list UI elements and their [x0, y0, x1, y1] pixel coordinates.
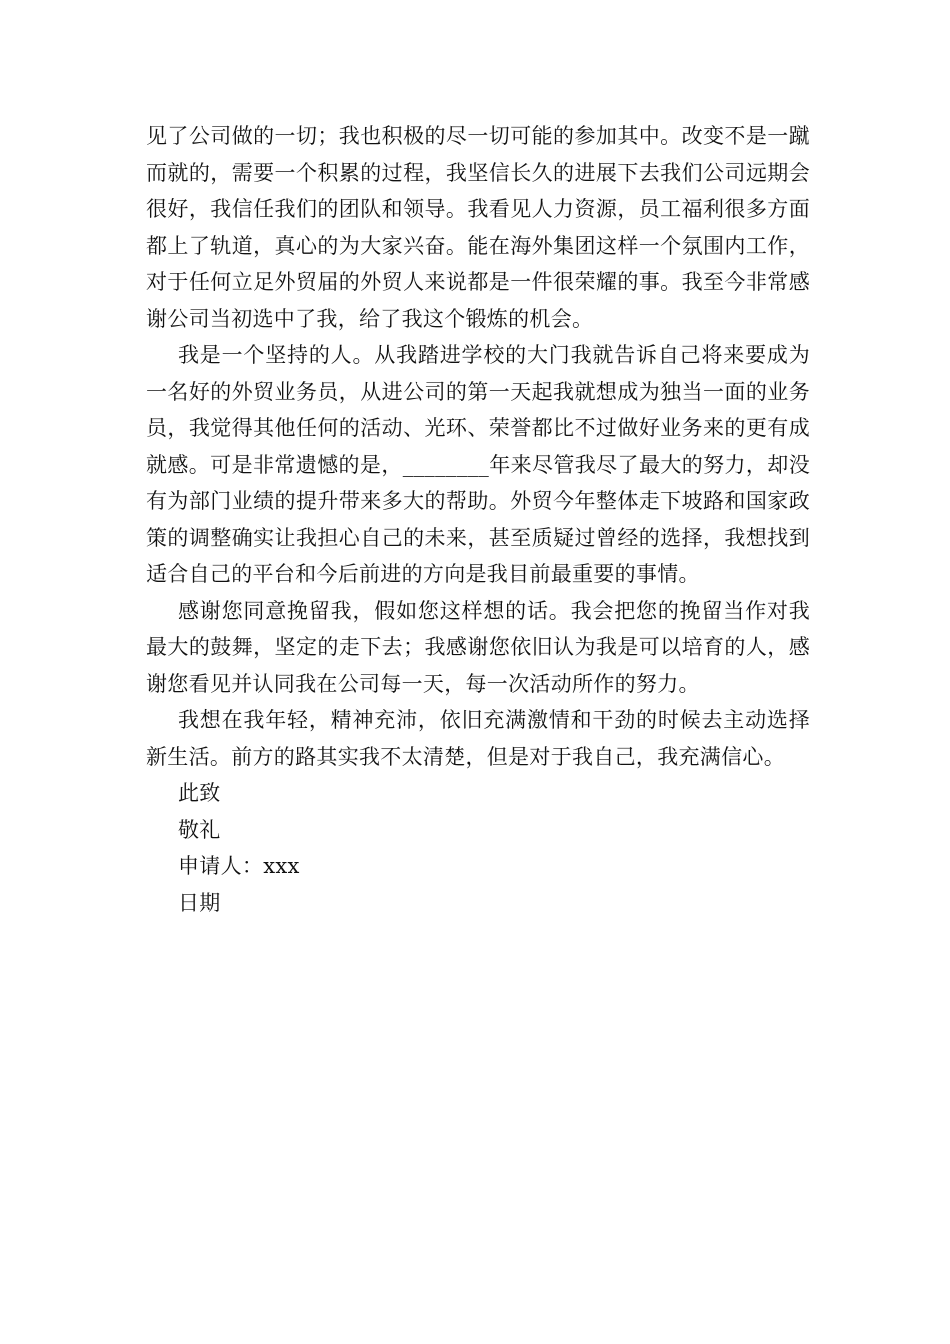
- date-line: 日期: [178, 890, 221, 915]
- applicant-signature: 申请人：xxx: [178, 854, 300, 878]
- closing-regards: 敬礼: [178, 817, 221, 842]
- paragraph-continuation: 见了公司做的一切；我也积极的尽一切可能的参加其中。改变不是一蹴而就的，需要一个积累的过程，我坚信长久的进展下去我们公司远期会很好，我信任我们的团队和领导。我看见人力资源，员工福利很多方面都上了轨道，真心的为大家兴奋。能在海外集团这样一个氛围内工作，对于任何立足外贸届的外贸人来说都是一件很荣耀的事。我至今非常感谢公司当初选中了我，给了我这个锻炼的机会。: [146, 124, 810, 331]
- paragraph-gratitude: 感谢您同意挽留我，假如您这样想的话。我会把您的挽留当作对我最大的鼓舞，坚定的走下去；我感谢您依旧认为我是可以培育的人，感谢您看见并认同我在公司每一天，每一次活动所作的努力。: [146, 598, 810, 696]
- paragraph-new-life: 我想在我年轻，精神充沛，依旧充满激情和干劲的时候去主动选择新生活。前方的路其实我不太清楚，但是对于我自己，我充满信心。: [146, 708, 810, 769]
- letter-body: [146, 118, 810, 921]
- closing-salutation: 此致: [178, 781, 221, 805]
- paragraph-persistence: 我是一个坚持的人。从我踏进学校的大门我就告诉自己将来要成为一名好的外贸业务员，从进公司的第一天起我就想成为独当一面的业务员，我觉得其他任何的活动、光环、荣誉都比不过做好业务来的更有成就感。可是非常遗憾的是，________年来尽管我尽了最大的努力，却没有为部门业绩的提升带来多大的帮助。外贸今年整体走下坡路和国家政策的调整确实让我担心自己的未来，甚至质疑过曾经的选择，我想找到适合自己的平台和今后前进的方向是我目前最重要的事情。: [146, 343, 810, 586]
